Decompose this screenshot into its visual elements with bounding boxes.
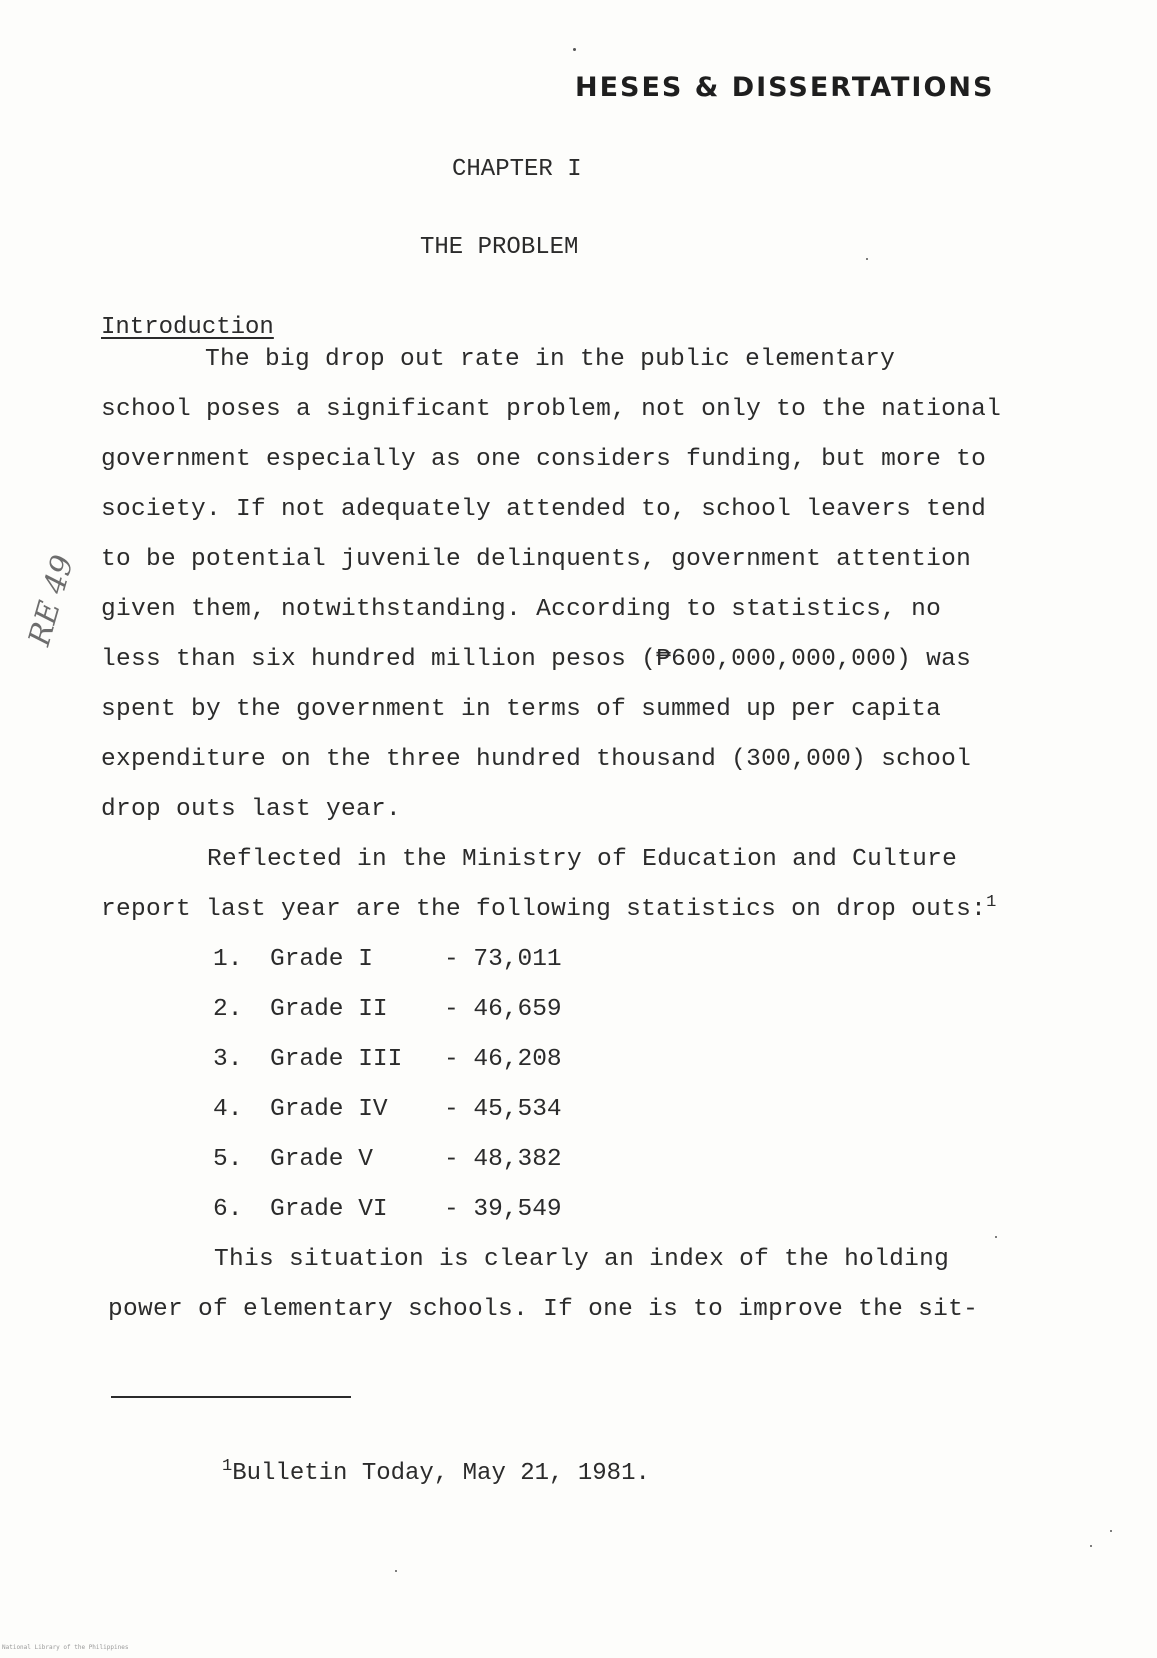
paragraph-line: school poses a significant problem, not only to the national [101, 396, 1002, 423]
scan-speck [573, 48, 576, 51]
paragraph-line: Reflected in the Ministry of Education and Culture [207, 846, 958, 873]
list-value: - 45,534 [444, 1096, 562, 1123]
scan-speck [1090, 1545, 1092, 1547]
scan-speck [995, 1236, 997, 1238]
list-value: - 48,382 [444, 1146, 562, 1173]
footnote-text: Bulletin Today, May 21, 1981. [232, 1460, 650, 1487]
list-grade: Grade III [270, 1046, 403, 1073]
paragraph-line: expenditure on the three hundred thousand (300,000) school [101, 746, 972, 773]
list-grade: Grade II [270, 996, 388, 1023]
footnote [222, 1457, 650, 1487]
section-heading-introduction: Introduction [101, 314, 274, 341]
list-value: - 39,549 [444, 1196, 562, 1223]
list-number: 3. [213, 1046, 243, 1073]
list-number: 4. [213, 1096, 243, 1123]
scan-speck [866, 258, 868, 260]
list-number: 6. [213, 1196, 243, 1223]
scan-speck [395, 1570, 397, 1572]
paragraph-line-text: report last year are the following statistics on drop outs: [101, 896, 987, 923]
paragraph-line: government especially as one considers funding, but more to [101, 446, 987, 473]
paragraph-line: to be potential juvenile delinquents, government attention [101, 546, 972, 573]
footnote-divider [111, 1396, 351, 1398]
footnote-mark: 1 [222, 1457, 233, 1476]
paragraph-line: This situation is clearly an index of the holding [214, 1246, 950, 1273]
list-grade: Grade I [270, 946, 373, 973]
paragraph-line: The big drop out rate in the public elementary [205, 346, 896, 373]
list-value: - 46,208 [444, 1046, 562, 1073]
paragraph-line: drop outs last year. [101, 796, 402, 823]
paragraph-line: society. If not adequately attended to, school leavers tend [101, 496, 987, 523]
list-grade: Grade IV [270, 1096, 388, 1123]
paragraph-line: spent by the government in terms of summed up per capita [101, 696, 942, 723]
paragraph-line-with-footnote [101, 892, 997, 923]
list-number: 1. [213, 946, 243, 973]
handwritten-margin-note: RE 49 [22, 551, 82, 650]
list-value: - 73,011 [444, 946, 562, 973]
theses-dissertations-stamp: HESES & DISSERTATIONS [575, 72, 995, 103]
footnote-reference: 1 [986, 892, 997, 912]
list-value: - 46,659 [444, 996, 562, 1023]
paragraph-line: power of elementary schools. If one is to improve the sit- [108, 1296, 979, 1323]
scan-microtext: National Library of the Philippines [2, 1644, 129, 1651]
paragraph-line: less than six hundred million pesos (₱600,000,000,000) was [101, 646, 972, 673]
list-grade: Grade V [270, 1146, 373, 1173]
chapter-number: CHAPTER I [452, 156, 582, 183]
paragraph-line: given them, notwithstanding. According to statistics, no [101, 596, 942, 623]
scan-speck [1110, 1530, 1112, 1532]
list-number: 5. [213, 1146, 243, 1173]
list-grade: Grade VI [270, 1196, 388, 1223]
list-number: 2. [213, 996, 243, 1023]
chapter-title: THE PROBLEM [420, 234, 579, 261]
